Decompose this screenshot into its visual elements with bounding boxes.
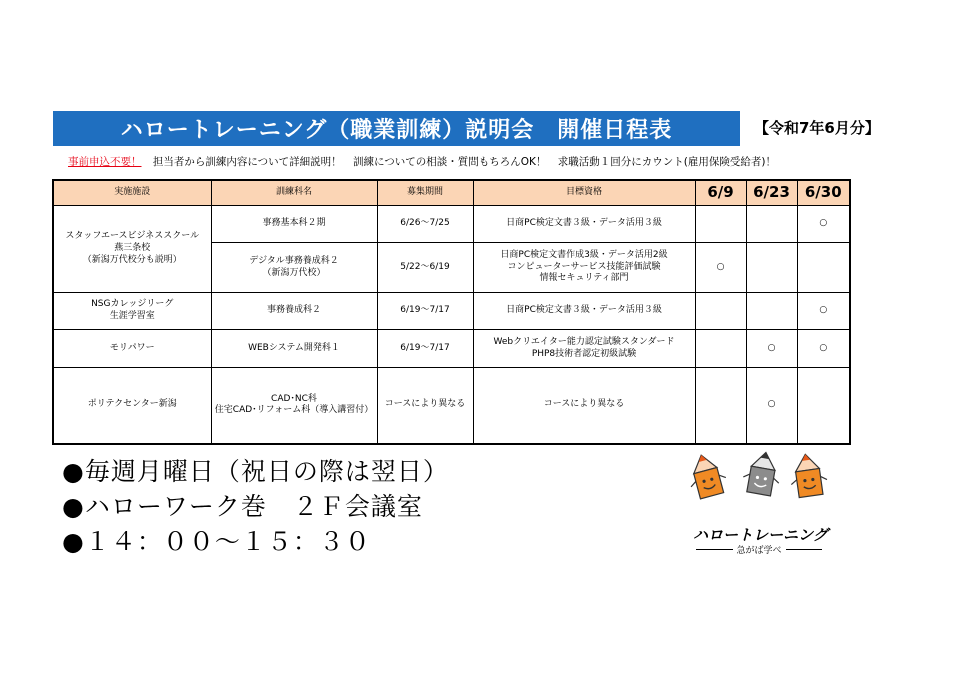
facility-cell: ポリテクセンター新潟 xyxy=(53,368,211,444)
date-cell xyxy=(695,293,746,330)
header-date-3: 6/30 xyxy=(797,180,850,206)
table-row xyxy=(53,368,850,444)
period-cell: 5/22～6/19 xyxy=(377,243,473,293)
header-period: 募集期間 xyxy=(377,180,473,206)
date-cell: ○ xyxy=(695,243,746,293)
facility-cell xyxy=(53,206,211,293)
pencil-characters-icon xyxy=(680,448,840,518)
qualification-cell: コースにより異なる xyxy=(473,368,695,444)
header-date-2: 6/23 xyxy=(746,180,797,206)
date-cell xyxy=(797,243,850,293)
qualification-line: 情報セキュリティ部門 xyxy=(539,273,629,284)
facility-branch: 燕三条校 xyxy=(114,243,151,254)
facility-cell: モリパワー xyxy=(53,330,211,368)
logo-tagline: 急がば学べ xyxy=(736,546,782,556)
date-cell xyxy=(695,368,746,444)
period-cell: 6/26～7/25 xyxy=(377,206,473,243)
divider xyxy=(696,549,733,550)
course-cell: 事務養成科２ xyxy=(211,293,377,330)
course-cell xyxy=(211,243,377,293)
title-banner xyxy=(53,111,740,146)
course-name: デジタル事務養成科２ xyxy=(249,255,339,266)
header-date-1: 6/9 xyxy=(695,180,746,206)
period-cell: コースにより異なる xyxy=(377,368,473,444)
qualification-cell xyxy=(473,330,695,368)
facility-cell xyxy=(53,293,211,330)
date-cell: ○ xyxy=(746,330,797,368)
logo-wordmark: ハロートレーニング xyxy=(693,526,828,544)
info-time: ●１４：００～１５：３０ xyxy=(62,527,371,556)
date-cell xyxy=(695,206,746,243)
facility-name: スタッフエースビジネススクール xyxy=(65,231,200,242)
date-cell xyxy=(695,330,746,368)
header-qualification: 目標資格 xyxy=(473,180,695,206)
qualification-cell: 日商PC検定文書３級・データ活用３級 xyxy=(473,293,695,330)
course-name: CAD･NC科 xyxy=(271,393,317,404)
qualification-cell xyxy=(473,243,695,293)
qualification-line: 日商PC検定文書作成3級・データ活用2級 xyxy=(500,249,668,260)
qualification-line: Webクリエイター能力認定試験スタンダード xyxy=(493,336,675,347)
course-location: （新潟万代校） xyxy=(262,267,326,278)
table-row xyxy=(53,293,850,330)
date-cell xyxy=(746,293,797,330)
header-course: 訓練科名 xyxy=(211,180,377,206)
qualification-cell: 日商PC検定文書３級・データ活用３級 xyxy=(473,206,695,243)
page-title: ハロートレーニング（職業訓練）説明会 開催日程表 xyxy=(120,118,673,143)
qualification-line: コンピューターサービス技能評価試験 xyxy=(507,261,661,272)
date-cell: ○ xyxy=(797,293,850,330)
date-cell: ○ xyxy=(797,330,850,368)
date-cell xyxy=(746,243,797,293)
date-cell xyxy=(797,368,850,444)
divider xyxy=(786,549,823,550)
date-cell: ○ xyxy=(797,206,850,243)
course-cell xyxy=(211,368,377,444)
notice-item: 求職活動１回分にカウント(雇用保険受給者)！ xyxy=(557,156,776,168)
period-cell: 6/19～7/17 xyxy=(377,330,473,368)
table-row xyxy=(53,330,850,368)
facility-branch: 生涯学習室 xyxy=(109,311,155,321)
no-reservation-notice: 事前申込不要！ xyxy=(68,156,142,168)
month-label: 【令和7年6月分】 xyxy=(754,119,880,137)
schedule-table xyxy=(52,179,851,445)
date-cell xyxy=(746,206,797,243)
logo-tagline-row xyxy=(696,543,822,556)
table-header-row xyxy=(53,180,850,206)
facility-name: NSGカレッジリーグ xyxy=(91,299,174,310)
notice-line xyxy=(68,154,776,169)
notice-item: 担当者から訓練内容について詳細説明！ xyxy=(152,156,342,168)
qualification-line: PHP8技術者認定初級試験 xyxy=(531,348,637,359)
notice-item: 訓練についての相談・質問もちろんOK！ xyxy=(352,156,547,168)
course-name: 住宅CAD･リフォーム科（導入講習付） xyxy=(214,405,374,416)
info-location: ●ハローワーク巻 ２Ｆ会議室 xyxy=(62,492,423,521)
course-cell: 事務基本科２期 xyxy=(211,206,377,243)
info-schedule-day: ●毎週月曜日（祝日の際は翌日） xyxy=(62,457,449,486)
table-row xyxy=(53,206,850,243)
period-cell: 6/19～7/17 xyxy=(377,293,473,330)
facility-note: （新潟万代校分も説明） xyxy=(82,254,182,265)
header-facility: 実施施設 xyxy=(53,180,211,206)
course-cell: WEBシステム開発科１ xyxy=(211,330,377,368)
date-cell: ○ xyxy=(746,368,797,444)
